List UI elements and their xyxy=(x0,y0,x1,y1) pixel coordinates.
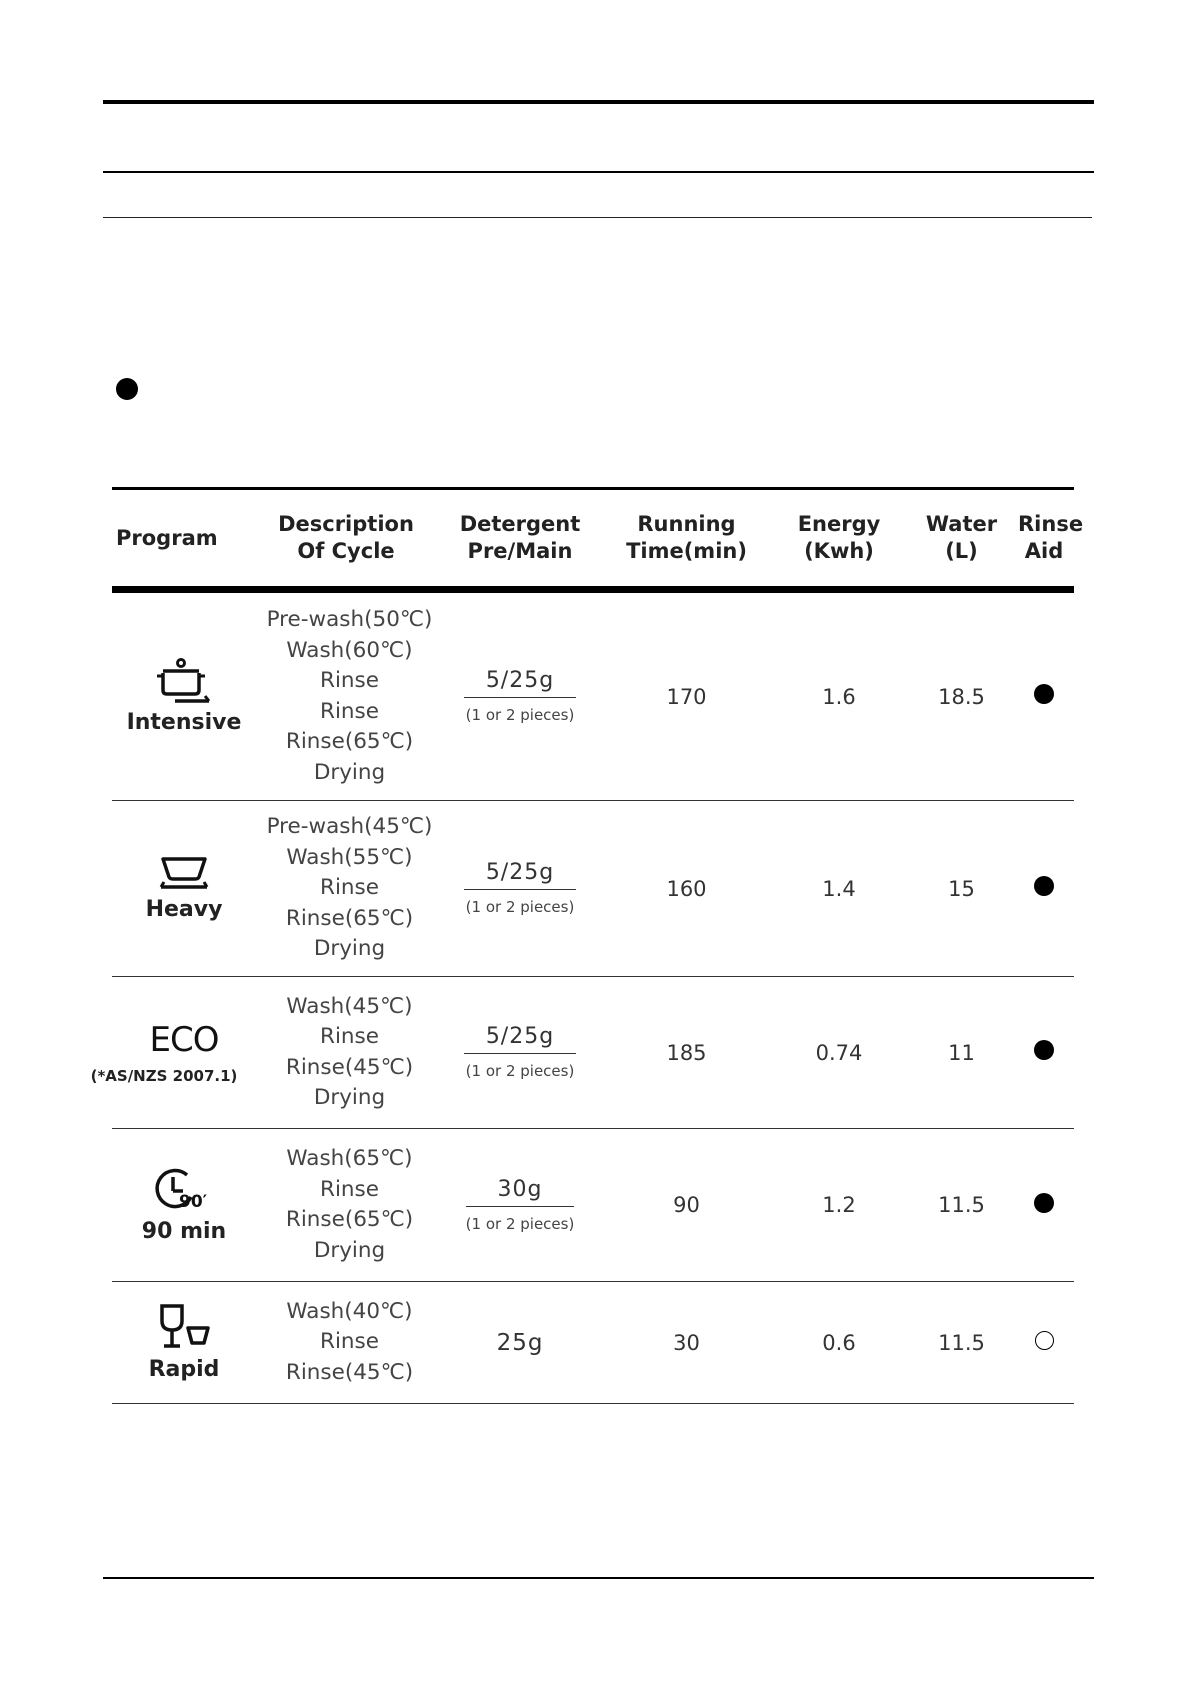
bowl-icon xyxy=(157,855,211,891)
program-cell xyxy=(112,1282,256,1404)
header-running-time: Running Time(min) xyxy=(604,489,769,590)
detergent-cell xyxy=(436,977,604,1129)
cycle-description xyxy=(256,1129,436,1282)
cycle-step: Rinse xyxy=(320,1024,379,1049)
header-detergent: Detergent Pre/Main xyxy=(436,489,604,590)
cycle-description xyxy=(256,977,436,1129)
detergent-note: (1 or 2 pieces) xyxy=(465,706,575,724)
detergent-cell xyxy=(436,1129,604,1282)
running-time: 170 xyxy=(604,590,769,801)
cycle-step: Rinse(45℃) xyxy=(285,1054,414,1080)
glass-cup-icon xyxy=(156,1303,212,1351)
table-row xyxy=(112,1129,1074,1282)
filled-dot-icon xyxy=(1034,876,1054,896)
detergent-amount: 5/25g xyxy=(464,668,576,698)
detergent-amount: 30g xyxy=(466,1177,575,1207)
rinse-aid-cell xyxy=(1014,977,1074,1129)
filled-dot-icon xyxy=(1034,1193,1054,1213)
water-value: 11 xyxy=(909,977,1014,1129)
running-time: 90 xyxy=(604,1129,769,1282)
cycle-step: Rinse(65℃) xyxy=(285,905,414,931)
rinse-aid-cell xyxy=(1014,590,1074,801)
cycle-description xyxy=(256,801,436,977)
detergent-amount: 5/25g xyxy=(464,1024,576,1054)
program-cell xyxy=(90,977,256,1129)
cycle-step: Rinse(65℃) xyxy=(285,729,414,754)
cycle-step: Drying xyxy=(313,936,386,962)
header-energy: Energy (Kwh) xyxy=(769,489,909,590)
cycle-step: Wash(40℃) xyxy=(286,1298,413,1324)
detergent-note: (1 or 2 pieces) xyxy=(465,898,575,916)
table-row xyxy=(112,977,1074,1129)
water-value: 11.5 xyxy=(909,1282,1014,1404)
program-table xyxy=(90,487,1084,1404)
rinse-aid-cell xyxy=(1014,1129,1074,1282)
cycle-step: Rinse(45℃) xyxy=(285,1359,414,1385)
energy-value: 0.6 xyxy=(769,1282,909,1404)
cycle-step: Pre-wash(50℃) xyxy=(266,607,433,632)
detergent-amount: 5/25g xyxy=(464,860,576,890)
cycle-step: Wash(65℃) xyxy=(286,1146,413,1171)
footer-rule xyxy=(103,1577,1094,1579)
bullet-icon xyxy=(116,378,138,400)
header-rule-thick xyxy=(103,100,1094,104)
cycle-step: Wash(45℃) xyxy=(286,993,413,1019)
table-header-row xyxy=(112,489,1074,590)
header-description: Description Of Cycle xyxy=(256,489,436,590)
program-cell xyxy=(112,1129,256,1282)
water-value: 11.5 xyxy=(909,1129,1014,1282)
running-time: 160 xyxy=(604,801,769,977)
program-name: Rapid xyxy=(148,1357,220,1382)
table-row xyxy=(112,1282,1074,1404)
header-rinse-aid: Rinse Aid xyxy=(1014,489,1074,590)
cycle-step: Drying xyxy=(313,1085,386,1110)
cycle-step: Rinse xyxy=(320,1176,379,1202)
cycle-description xyxy=(256,590,436,801)
cycle-step: Rinse xyxy=(320,875,379,901)
cycle-step: Rinse xyxy=(320,668,379,693)
header-rule-thin xyxy=(103,217,1092,218)
energy-value: 1.2 xyxy=(769,1129,909,1282)
program-cell xyxy=(112,590,256,801)
program-name: Intensive xyxy=(126,710,242,735)
program-name: 90 min xyxy=(141,1218,227,1244)
detergent-cell xyxy=(436,1282,604,1404)
cycle-step: Drying xyxy=(313,759,386,785)
header-rule xyxy=(103,171,1094,173)
program-name: Heavy xyxy=(145,897,223,922)
water-value: 18.5 xyxy=(909,590,1014,801)
detergent-cell xyxy=(436,590,604,801)
detergent-cell xyxy=(436,801,604,977)
detergent-note: (1 or 2 pieces) xyxy=(465,1214,575,1233)
cycle-step: Wash(55℃) xyxy=(286,844,413,870)
running-time: 30 xyxy=(604,1282,769,1404)
cycle-step: Rinse(65℃) xyxy=(285,1207,414,1232)
header-water: Water (L) xyxy=(909,489,1014,590)
filled-dot-icon xyxy=(1034,1040,1054,1060)
program-standard-note: (*AS/NZS 2007.1) xyxy=(90,1066,238,1085)
pot-icon xyxy=(153,658,215,704)
cycle-step: Pre-wash(45℃) xyxy=(266,814,433,840)
energy-value: 1.6 xyxy=(769,590,909,801)
program-name: ECO xyxy=(149,1019,219,1060)
running-time: 185 xyxy=(604,977,769,1129)
detergent-note: (1 or 2 pieces) xyxy=(465,1062,575,1080)
header-program: Program xyxy=(112,489,256,590)
cycle-step: Rinse xyxy=(320,1329,379,1355)
clock-90-label: 90′ xyxy=(179,1191,208,1212)
rinse-aid-cell xyxy=(1014,1282,1074,1404)
cycle-step: Rinse xyxy=(320,698,379,724)
program-cell xyxy=(112,801,256,977)
table-row xyxy=(112,590,1074,801)
cycle-step: Drying xyxy=(313,1237,386,1263)
empty-dot-icon xyxy=(1035,1331,1054,1350)
water-value: 15 xyxy=(909,801,1014,977)
filled-dot-icon xyxy=(1034,684,1054,704)
cycle-step: Wash(60℃) xyxy=(286,637,413,663)
energy-value: 1.4 xyxy=(769,801,909,977)
clock-90-icon xyxy=(153,1167,215,1213)
cycle-description xyxy=(256,1282,436,1404)
rinse-aid-cell xyxy=(1014,801,1074,977)
table-row xyxy=(112,801,1074,977)
energy-value: 0.74 xyxy=(769,977,909,1129)
detergent-amount: 25g xyxy=(496,1329,544,1356)
